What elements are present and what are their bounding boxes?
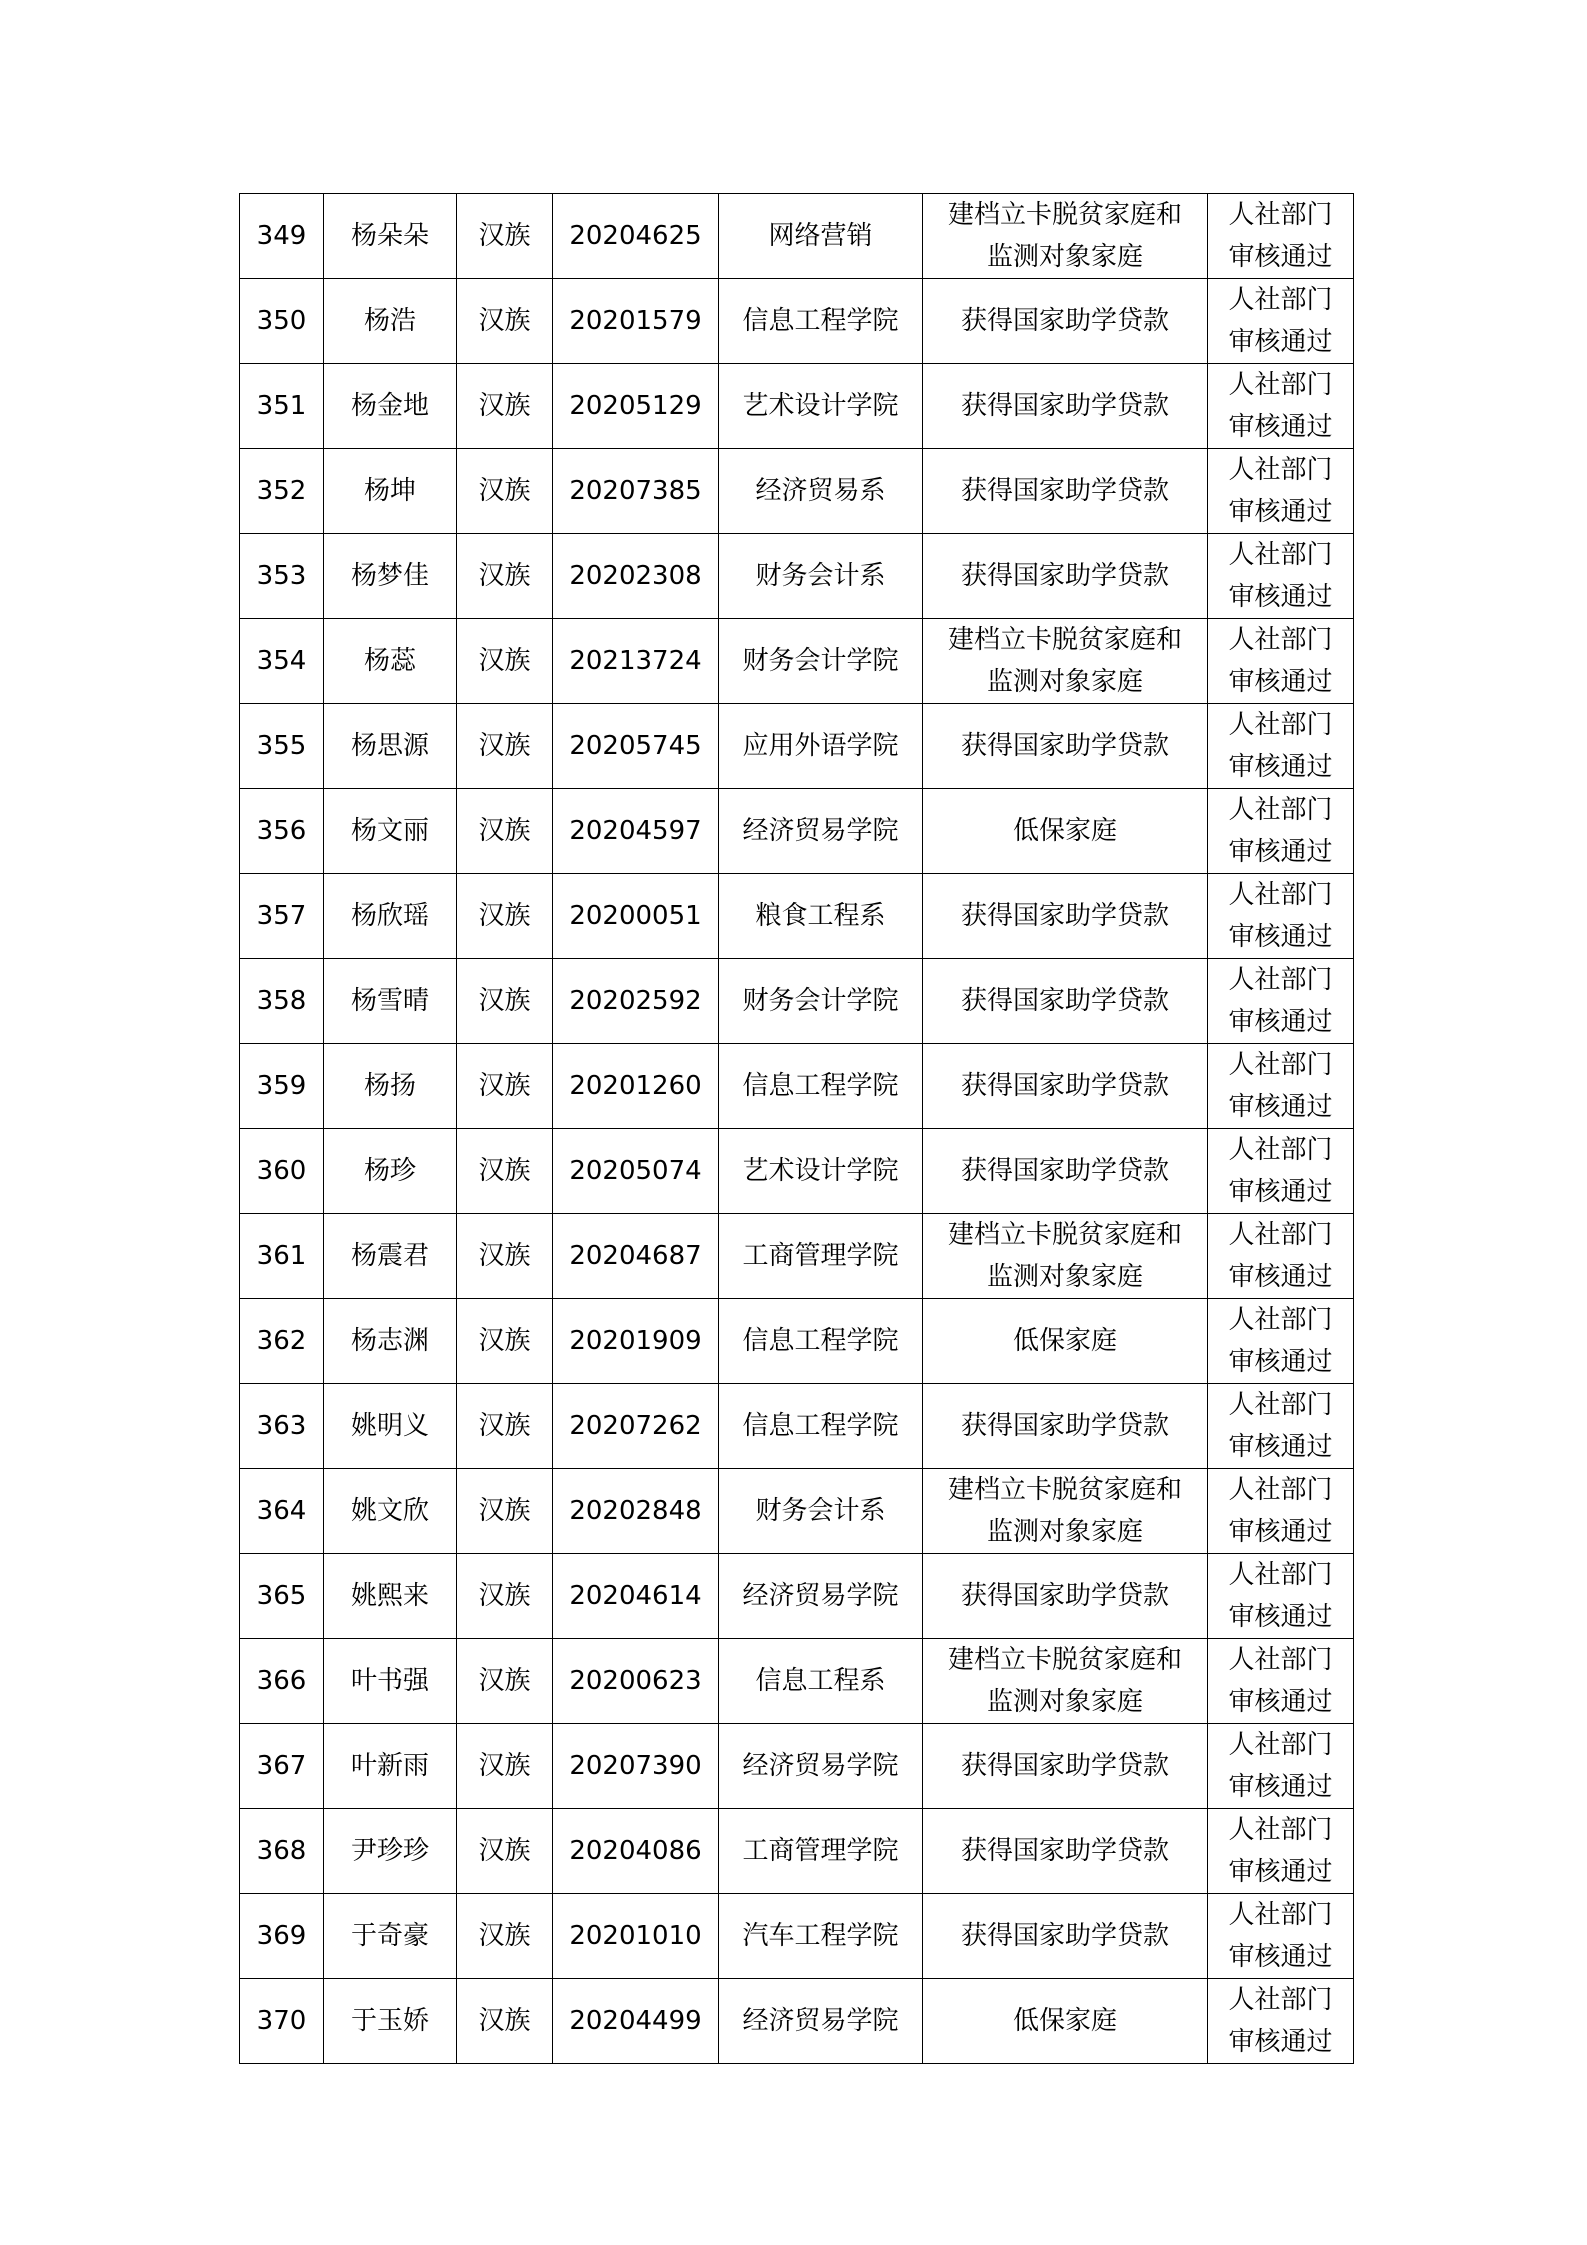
aid-type-cell xyxy=(923,534,1208,619)
student-name-cell: 杨蕊 xyxy=(324,619,457,704)
review-status-line: 人社部门 xyxy=(1228,1900,1333,1930)
student-id-cell: 20200623 xyxy=(553,1639,719,1724)
row-number-cell: 354 xyxy=(240,619,324,704)
student-id-cell: 20201579 xyxy=(553,279,719,364)
review-status-cell xyxy=(1208,874,1354,959)
review-status-cell xyxy=(1208,959,1354,1044)
aid-type-line: 获得国家助学贷款 xyxy=(960,1156,1169,1186)
aid-type-line: 获得国家助学贷款 xyxy=(960,561,1169,591)
row-number-cell: 359 xyxy=(240,1044,324,1129)
aid-type-cell xyxy=(923,1809,1208,1894)
review-status-line: 审核通过 xyxy=(1228,1517,1333,1547)
ethnicity-cell: 汉族 xyxy=(457,1894,553,1979)
ethnicity-cell: 汉族 xyxy=(457,279,553,364)
aid-type-line: 建档立卡脱贫家庭和 xyxy=(947,1475,1182,1505)
ethnicity-cell: 汉族 xyxy=(457,1214,553,1299)
table-row xyxy=(240,194,1354,279)
department-cell: 应用外语学院 xyxy=(719,704,923,789)
student-id-cell: 20201909 xyxy=(553,1299,719,1384)
row-number-cell: 363 xyxy=(240,1384,324,1469)
ethnicity-cell: 汉族 xyxy=(457,704,553,789)
student-name-cell: 姚文欣 xyxy=(324,1469,457,1554)
row-number-cell: 355 xyxy=(240,704,324,789)
table-row xyxy=(240,1554,1354,1639)
review-status-line: 审核通过 xyxy=(1228,1092,1333,1122)
department-cell: 网络营销 xyxy=(719,194,923,279)
aid-type-cell xyxy=(923,789,1208,874)
department-cell: 经济贸易学院 xyxy=(719,1979,923,2064)
aid-type-line: 建档立卡脱贫家庭和 xyxy=(947,200,1182,230)
ethnicity-cell: 汉族 xyxy=(457,1384,553,1469)
review-status-cell xyxy=(1208,1554,1354,1639)
student-name-cell: 杨浩 xyxy=(324,279,457,364)
review-status-cell xyxy=(1208,789,1354,874)
student-id-cell: 20213724 xyxy=(553,619,719,704)
review-status-line: 审核通过 xyxy=(1228,667,1333,697)
table-row xyxy=(240,1809,1354,1894)
student-id-cell: 20207262 xyxy=(553,1384,719,1469)
aid-type-line: 获得国家助学贷款 xyxy=(960,1581,1169,1611)
department-cell: 经济贸易系 xyxy=(719,449,923,534)
aid-type-cell xyxy=(923,194,1208,279)
review-status-line: 人社部门 xyxy=(1228,965,1333,995)
department-cell: 经济贸易学院 xyxy=(719,1554,923,1639)
student-id-cell: 20204687 xyxy=(553,1214,719,1299)
ethnicity-cell: 汉族 xyxy=(457,1979,553,2064)
aid-type-line: 获得国家助学贷款 xyxy=(960,476,1169,506)
student-name-cell: 叶书强 xyxy=(324,1639,457,1724)
review-status-line: 人社部门 xyxy=(1228,1390,1333,1420)
aid-type-cell xyxy=(923,1979,1208,2064)
aid-type-cell xyxy=(923,1724,1208,1809)
aid-type-cell xyxy=(923,874,1208,959)
table-row xyxy=(240,789,1354,874)
review-status-cell xyxy=(1208,364,1354,449)
row-number-cell: 370 xyxy=(240,1979,324,2064)
table-row xyxy=(240,1979,1354,2064)
student-name-cell: 杨扬 xyxy=(324,1044,457,1129)
student-name-cell: 尹珍珍 xyxy=(324,1809,457,1894)
ethnicity-cell: 汉族 xyxy=(457,534,553,619)
department-cell: 财务会计学院 xyxy=(719,619,923,704)
review-status-line: 审核通过 xyxy=(1228,2027,1333,2057)
table-row xyxy=(240,279,1354,364)
department-cell: 经济贸易学院 xyxy=(719,789,923,874)
table-row xyxy=(240,959,1354,1044)
student-name-cell: 杨雪晴 xyxy=(324,959,457,1044)
aid-type-cell xyxy=(923,1044,1208,1129)
student-name-cell: 于奇豪 xyxy=(324,1894,457,1979)
table-row xyxy=(240,1044,1354,1129)
review-status-line: 审核通过 xyxy=(1228,497,1333,527)
department-cell: 财务会计学院 xyxy=(719,959,923,1044)
aid-type-line: 获得国家助学贷款 xyxy=(960,1071,1169,1101)
student-id-cell: 20205074 xyxy=(553,1129,719,1214)
student-id-cell: 20202308 xyxy=(553,534,719,619)
review-status-line: 审核通过 xyxy=(1228,1347,1333,1377)
aid-type-line: 低保家庭 xyxy=(1012,816,1117,846)
review-status-line: 人社部门 xyxy=(1228,540,1333,570)
row-number-cell: 361 xyxy=(240,1214,324,1299)
row-number-cell: 356 xyxy=(240,789,324,874)
review-status-cell xyxy=(1208,619,1354,704)
review-status-line: 人社部门 xyxy=(1228,625,1333,655)
department-cell: 信息工程系 xyxy=(719,1639,923,1724)
aid-type-line: 获得国家助学贷款 xyxy=(960,306,1169,336)
aid-type-cell xyxy=(923,1894,1208,1979)
student-name-cell: 杨坤 xyxy=(324,449,457,534)
student-name-cell: 杨文丽 xyxy=(324,789,457,874)
aid-type-line: 建档立卡脱贫家庭和 xyxy=(947,1220,1182,1250)
row-number-cell: 353 xyxy=(240,534,324,619)
department-cell: 财务会计系 xyxy=(719,1469,923,1554)
student-id-cell: 20202848 xyxy=(553,1469,719,1554)
review-status-line: 人社部门 xyxy=(1228,200,1333,230)
aid-type-cell xyxy=(923,959,1208,1044)
review-status-line: 审核通过 xyxy=(1228,837,1333,867)
department-cell: 艺术设计学院 xyxy=(719,1129,923,1214)
department-cell: 艺术设计学院 xyxy=(719,364,923,449)
row-number-cell: 362 xyxy=(240,1299,324,1384)
student-id-cell: 20204614 xyxy=(553,1554,719,1639)
aid-type-line: 建档立卡脱贫家庭和 xyxy=(947,625,1182,655)
ethnicity-cell: 汉族 xyxy=(457,1299,553,1384)
review-status-cell xyxy=(1208,1724,1354,1809)
review-status-line: 人社部门 xyxy=(1228,1730,1333,1760)
review-status-line: 审核通过 xyxy=(1228,1942,1333,1972)
review-status-cell xyxy=(1208,1894,1354,1979)
review-status-cell xyxy=(1208,534,1354,619)
department-cell: 经济贸易学院 xyxy=(719,1724,923,1809)
row-number-cell: 369 xyxy=(240,1894,324,1979)
ethnicity-cell: 汉族 xyxy=(457,1639,553,1724)
review-status-line: 人社部门 xyxy=(1228,1985,1333,2015)
review-status-cell xyxy=(1208,1214,1354,1299)
row-number-cell: 352 xyxy=(240,449,324,534)
student-name-cell: 杨震君 xyxy=(324,1214,457,1299)
table-row xyxy=(240,449,1354,534)
department-cell: 信息工程学院 xyxy=(719,1384,923,1469)
student-roster-table xyxy=(239,193,1354,2064)
ethnicity-cell: 汉族 xyxy=(457,619,553,704)
aid-type-cell xyxy=(923,449,1208,534)
review-status-line: 审核通过 xyxy=(1228,922,1333,952)
department-cell: 工商管理学院 xyxy=(719,1214,923,1299)
table-row xyxy=(240,1469,1354,1554)
ethnicity-cell: 汉族 xyxy=(457,364,553,449)
ethnicity-cell: 汉族 xyxy=(457,1044,553,1129)
review-status-line: 人社部门 xyxy=(1228,1220,1333,1250)
aid-type-line: 监测对象家庭 xyxy=(986,1517,1143,1547)
department-cell: 信息工程学院 xyxy=(719,279,923,364)
student-name-cell: 姚明义 xyxy=(324,1384,457,1469)
aid-type-line: 监测对象家庭 xyxy=(986,242,1143,272)
roster-body xyxy=(240,194,1354,2064)
review-status-cell xyxy=(1208,1129,1354,1214)
student-name-cell: 杨志渊 xyxy=(324,1299,457,1384)
aid-type-cell xyxy=(923,1129,1208,1214)
student-id-cell: 20204625 xyxy=(553,194,719,279)
ethnicity-cell: 汉族 xyxy=(457,1724,553,1809)
student-name-cell: 姚熙来 xyxy=(324,1554,457,1639)
aid-type-line: 获得国家助学贷款 xyxy=(960,1751,1169,1781)
review-status-cell xyxy=(1208,1044,1354,1129)
aid-type-cell xyxy=(923,1214,1208,1299)
student-id-cell: 20204086 xyxy=(553,1809,719,1894)
table-row xyxy=(240,364,1354,449)
review-status-line: 审核通过 xyxy=(1228,582,1333,612)
review-status-line: 审核通过 xyxy=(1228,1602,1333,1632)
table-row xyxy=(240,534,1354,619)
department-cell: 粮食工程系 xyxy=(719,874,923,959)
aid-type-line: 监测对象家庭 xyxy=(986,1262,1143,1292)
row-number-cell: 350 xyxy=(240,279,324,364)
review-status-line: 人社部门 xyxy=(1228,1645,1333,1675)
aid-type-line: 低保家庭 xyxy=(1012,2006,1117,2036)
student-id-cell: 20200051 xyxy=(553,874,719,959)
review-status-cell xyxy=(1208,1809,1354,1894)
aid-type-line: 获得国家助学贷款 xyxy=(960,1836,1169,1866)
ethnicity-cell: 汉族 xyxy=(457,194,553,279)
review-status-line: 审核通过 xyxy=(1228,1177,1333,1207)
review-status-cell xyxy=(1208,1299,1354,1384)
table-row xyxy=(240,1384,1354,1469)
aid-type-cell xyxy=(923,704,1208,789)
row-number-cell: 349 xyxy=(240,194,324,279)
review-status-line: 人社部门 xyxy=(1228,795,1333,825)
aid-type-cell xyxy=(923,619,1208,704)
student-name-cell: 杨珍 xyxy=(324,1129,457,1214)
review-status-cell xyxy=(1208,1979,1354,2064)
department-cell: 信息工程学院 xyxy=(719,1299,923,1384)
ethnicity-cell: 汉族 xyxy=(457,789,553,874)
student-name-cell: 杨梦佳 xyxy=(324,534,457,619)
review-status-line: 审核通过 xyxy=(1228,327,1333,357)
review-status-cell xyxy=(1208,1384,1354,1469)
review-status-line: 审核通过 xyxy=(1228,242,1333,272)
student-name-cell: 叶新雨 xyxy=(324,1724,457,1809)
review-status-line: 审核通过 xyxy=(1228,1262,1333,1292)
table-row xyxy=(240,704,1354,789)
review-status-line: 人社部门 xyxy=(1228,1050,1333,1080)
review-status-line: 人社部门 xyxy=(1228,1305,1333,1335)
row-number-cell: 365 xyxy=(240,1554,324,1639)
review-status-cell xyxy=(1208,1469,1354,1554)
row-number-cell: 357 xyxy=(240,874,324,959)
student-name-cell: 于玉娇 xyxy=(324,1979,457,2064)
aid-type-cell xyxy=(923,1554,1208,1639)
student-id-cell: 20204499 xyxy=(553,1979,719,2064)
aid-type-line: 获得国家助学贷款 xyxy=(960,731,1169,761)
aid-type-line: 获得国家助学贷款 xyxy=(960,986,1169,1016)
ethnicity-cell: 汉族 xyxy=(457,874,553,959)
student-id-cell: 20205129 xyxy=(553,364,719,449)
aid-type-line: 获得国家助学贷款 xyxy=(960,1411,1169,1441)
aid-type-cell xyxy=(923,1639,1208,1724)
ethnicity-cell: 汉族 xyxy=(457,1554,553,1639)
student-id-cell: 20202592 xyxy=(553,959,719,1044)
aid-type-line: 监测对象家庭 xyxy=(986,667,1143,697)
review-status-line: 审核通过 xyxy=(1228,1857,1333,1887)
review-status-line: 人社部门 xyxy=(1228,370,1333,400)
ethnicity-cell: 汉族 xyxy=(457,449,553,534)
aid-type-line: 获得国家助学贷款 xyxy=(960,1921,1169,1951)
ethnicity-cell: 汉族 xyxy=(457,1469,553,1554)
department-cell: 汽车工程学院 xyxy=(719,1894,923,1979)
review-status-line: 人社部门 xyxy=(1228,455,1333,485)
review-status-line: 人社部门 xyxy=(1228,1815,1333,1845)
aid-type-line: 获得国家助学贷款 xyxy=(960,901,1169,931)
review-status-line: 审核通过 xyxy=(1228,1687,1333,1717)
row-number-cell: 360 xyxy=(240,1129,324,1214)
table-row xyxy=(240,1894,1354,1979)
student-name-cell: 杨思源 xyxy=(324,704,457,789)
table-row xyxy=(240,1639,1354,1724)
ethnicity-cell: 汉族 xyxy=(457,1129,553,1214)
review-status-cell xyxy=(1208,1639,1354,1724)
aid-type-cell xyxy=(923,1469,1208,1554)
aid-type-line: 获得国家助学贷款 xyxy=(960,391,1169,421)
review-status-line: 审核通过 xyxy=(1228,752,1333,782)
review-status-line: 人社部门 xyxy=(1228,1560,1333,1590)
review-status-line: 人社部门 xyxy=(1228,1135,1333,1165)
row-number-cell: 364 xyxy=(240,1469,324,1554)
student-name-cell: 杨朵朵 xyxy=(324,194,457,279)
department-cell: 工商管理学院 xyxy=(719,1809,923,1894)
aid-type-cell xyxy=(923,364,1208,449)
aid-type-line: 建档立卡脱贫家庭和 xyxy=(947,1645,1182,1675)
department-cell: 财务会计系 xyxy=(719,534,923,619)
review-status-line: 审核通过 xyxy=(1228,1432,1333,1462)
table-row xyxy=(240,1299,1354,1384)
table-row xyxy=(240,874,1354,959)
review-status-line: 审核通过 xyxy=(1228,412,1333,442)
review-status-cell xyxy=(1208,704,1354,789)
student-id-cell: 20207390 xyxy=(553,1724,719,1809)
aid-type-cell xyxy=(923,1299,1208,1384)
ethnicity-cell: 汉族 xyxy=(457,1809,553,1894)
review-status-line: 人社部门 xyxy=(1228,285,1333,315)
student-id-cell: 20204597 xyxy=(553,789,719,874)
row-number-cell: 351 xyxy=(240,364,324,449)
review-status-line: 人社部门 xyxy=(1228,1475,1333,1505)
ethnicity-cell: 汉族 xyxy=(457,959,553,1044)
student-id-cell: 20205745 xyxy=(553,704,719,789)
aid-type-cell xyxy=(923,279,1208,364)
student-name-cell: 杨金地 xyxy=(324,364,457,449)
table-row xyxy=(240,1724,1354,1809)
student-id-cell: 20201010 xyxy=(553,1894,719,1979)
review-status-cell xyxy=(1208,194,1354,279)
review-status-cell xyxy=(1208,449,1354,534)
review-status-line: 人社部门 xyxy=(1228,710,1333,740)
aid-type-line: 低保家庭 xyxy=(1012,1326,1117,1356)
aid-type-cell xyxy=(923,1384,1208,1469)
row-number-cell: 368 xyxy=(240,1809,324,1894)
student-name-cell: 杨欣瑶 xyxy=(324,874,457,959)
row-number-cell: 367 xyxy=(240,1724,324,1809)
department-cell: 信息工程学院 xyxy=(719,1044,923,1129)
review-status-cell xyxy=(1208,279,1354,364)
aid-type-line: 监测对象家庭 xyxy=(986,1687,1143,1717)
table-row xyxy=(240,1214,1354,1299)
review-status-line: 审核通过 xyxy=(1228,1772,1333,1802)
review-status-line: 人社部门 xyxy=(1228,880,1333,910)
table-row xyxy=(240,1129,1354,1214)
review-status-line: 审核通过 xyxy=(1228,1007,1333,1037)
table-row xyxy=(240,619,1354,704)
row-number-cell: 366 xyxy=(240,1639,324,1724)
student-id-cell: 20207385 xyxy=(553,449,719,534)
student-id-cell: 20201260 xyxy=(553,1044,719,1129)
row-number-cell: 358 xyxy=(240,959,324,1044)
